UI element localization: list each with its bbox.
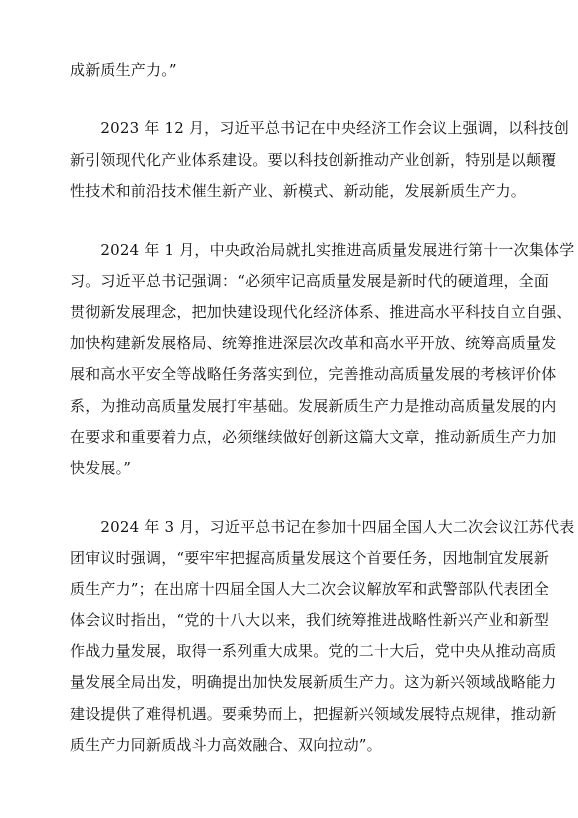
text-line: 加快构建新发展格局、统筹推进深层次改革和高水平开放、统筹高质量发: [70, 334, 557, 352]
text-line: 习。习近平总书记强调：“必须牢记高质量发展是新时代的硬道理，全面: [70, 272, 550, 290]
text-line: 贯彻新发展理念，把加快建设现代化经济体系、推进高水平科技自立自强、: [70, 303, 572, 321]
text-line: 系，为推动高质量发展打牢基础。发展新质生产力是推动高质量发展的内: [70, 397, 557, 415]
text-line: 成新质生产力。”: [70, 61, 177, 79]
text-line: 展和高水平安全等战略任务落实到位，完善推动高质量发展的考核评价体: [70, 365, 557, 383]
text-line: 2023 年 12 月，习近平总书记在中央经济工作会议上强调，以科技创: [70, 119, 569, 137]
text-line: 团审议时强调，“要牢牢把握高质量发展这个首要任务，因地制宜发展新: [70, 549, 550, 567]
text-line: 量发展全局出发，明确提出加快发展新质生产力。这为新兴领域战略能力: [70, 673, 557, 691]
text-line: 2024 年 3 月，习近平总书记在参加十四届全国人大二次会议江苏代表: [70, 518, 575, 536]
text-line: 新引领现代化产业体系建设。要以科技创新推动产业创新，特别是以颠覆: [70, 151, 557, 169]
text-line: 质生产力同新质战斗力高效融合、双向拉动”。: [70, 736, 382, 754]
text-line: 快发展。”: [70, 459, 132, 477]
text-line: 性技术和前沿技术催生新产业、新模式、新动能，发展新质生产力。: [70, 182, 527, 200]
text-line: 质生产力”；在出席十四届全国人大二次会议解放军和武警部队代表团全: [70, 580, 550, 598]
text-line: 2024 年 1 月，中央政治局就扎实推进高质量发展进行第十一次集体学: [70, 241, 575, 259]
text-line: 体会议时指出，“党的十八大以来，我们统筹推进战略性新兴产业和新型: [70, 611, 550, 629]
text-line: 在要求和重要着力点，必须继续做好创新这篇大文章，推动新质生产力加: [70, 428, 557, 446]
text-line: 作战力量发展，取得一系列重大成果。党的二十大后，党中央从推动高质: [70, 642, 557, 660]
text-line: 建设提供了难得机遇。要乘势而上，把握新兴领域发展特点规律，推动新: [70, 705, 557, 723]
